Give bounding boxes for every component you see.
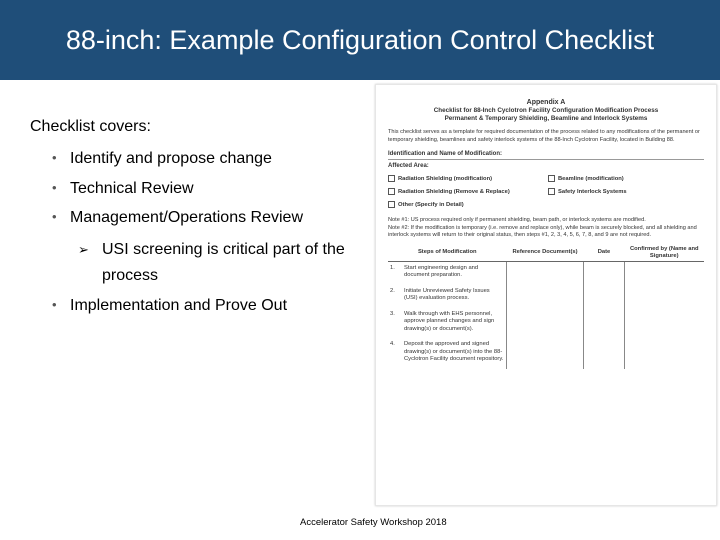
- doc-intro-paragraph: This checklist serves as a template for required documentation of the process related to any modifications of the permanent or temporary shielding, beamlines and safety interlock systems of the 88-Inch Cyclotron Facility, located in Building 88.: [388, 129, 700, 143]
- table-header-confirmed: Confirmed by (Name and Signature): [625, 245, 705, 262]
- doc-option-row: [388, 201, 704, 209]
- slide-footer: Accelerator Safety Workshop 2018: [300, 517, 447, 528]
- doc-note-1: Note #1: US process required only if permanent shielding, beam path, or interlock systems are modified.: [388, 217, 646, 224]
- doc-affected-area-label: Affected Area:: [388, 163, 429, 169]
- table-row: [388, 285, 704, 308]
- step-text: Start engineering design and document preparation.: [404, 264, 479, 279]
- table-row: [388, 308, 704, 339]
- step-text: Walk through with EHS personnel, approve planned changes and sign drawing(s) or document(s).: [404, 310, 495, 332]
- checkbox-icon: [548, 175, 555, 182]
- table-header-reference: Reference Document(s): [507, 245, 584, 262]
- checkbox-icon: [388, 201, 395, 208]
- step-text: Initiate Unreviewed Safety Issues (USI) evaluation process.: [404, 287, 490, 302]
- sub-bullet-text: USI screening is critical part of the process: [102, 241, 345, 284]
- checkbox-icon: [548, 188, 555, 195]
- bullet-dot-icon: •: [52, 180, 57, 195]
- option-label: Safety Interlock Systems: [558, 189, 627, 196]
- bullet-text: Identify and propose change: [70, 150, 272, 167]
- option-label: Radiation Shielding (Remove & Replace): [398, 189, 510, 196]
- checklist-intro: Checklist covers:: [30, 118, 151, 135]
- doc-identification-label: Identification and Name of Modification:: [388, 150, 704, 160]
- bullet-dot-icon: •: [52, 209, 57, 224]
- step-text: Deposit the approved and signed drawing(s) or document(s) into the 88-Cyclotron Facility document repository.: [404, 341, 504, 363]
- step-number: 3.: [390, 310, 395, 317]
- option-label: Beamline (modification): [558, 176, 624, 183]
- doc-title-line2: Permanent & Temporary Shielding, Beamline and Interlock Systems: [444, 115, 648, 122]
- step-number: 2.: [390, 287, 395, 294]
- arrow-right-icon: ➢: [78, 242, 89, 257]
- table-row: [388, 261, 704, 285]
- bullet-text: Implementation and Prove Out: [70, 297, 288, 314]
- checkbox-icon: [388, 188, 395, 195]
- option-label: Radiation Shielding (modification): [398, 176, 493, 183]
- checkbox-icon: [388, 175, 395, 182]
- doc-option-row: [388, 175, 704, 183]
- table-header-steps: Steps of Modification: [388, 245, 507, 262]
- doc-note-2: Note #2: If the modification is temporary (i.e. remove and replace only), while beam is securely blocked, and all shielding and interlock systems will return to their original status, then steps #1, 2, 3, 4, 5, 6, 7, 8, and 9 are not required.: [388, 224, 697, 239]
- slide-title-bar: [0, 0, 720, 80]
- table-row: [388, 338, 704, 369]
- slide-title: 88-inch: Example Configuration Control Checklist: [65, 25, 655, 55]
- slide-content: [30, 118, 360, 150]
- table-header-date: Date: [584, 245, 625, 262]
- doc-appendix-label: Appendix A: [526, 99, 566, 106]
- bullet-dot-icon: •: [52, 297, 57, 312]
- doc-option-row: [388, 188, 704, 196]
- doc-steps-table: [388, 245, 704, 369]
- bullet-text: Management/Operations Review: [70, 209, 304, 226]
- bullet-dot-icon: •: [52, 150, 57, 165]
- bullet-text: Technical Review: [70, 180, 194, 197]
- doc-title-line1: Checklist for 88-Inch Cyclotron Facility Configuration Modification Process: [433, 107, 659, 114]
- step-number: 1.: [390, 264, 395, 271]
- option-label: Other (Specify in Detail): [398, 202, 464, 209]
- step-number: 4.: [390, 341, 395, 348]
- checklist-document-image: [375, 84, 717, 506]
